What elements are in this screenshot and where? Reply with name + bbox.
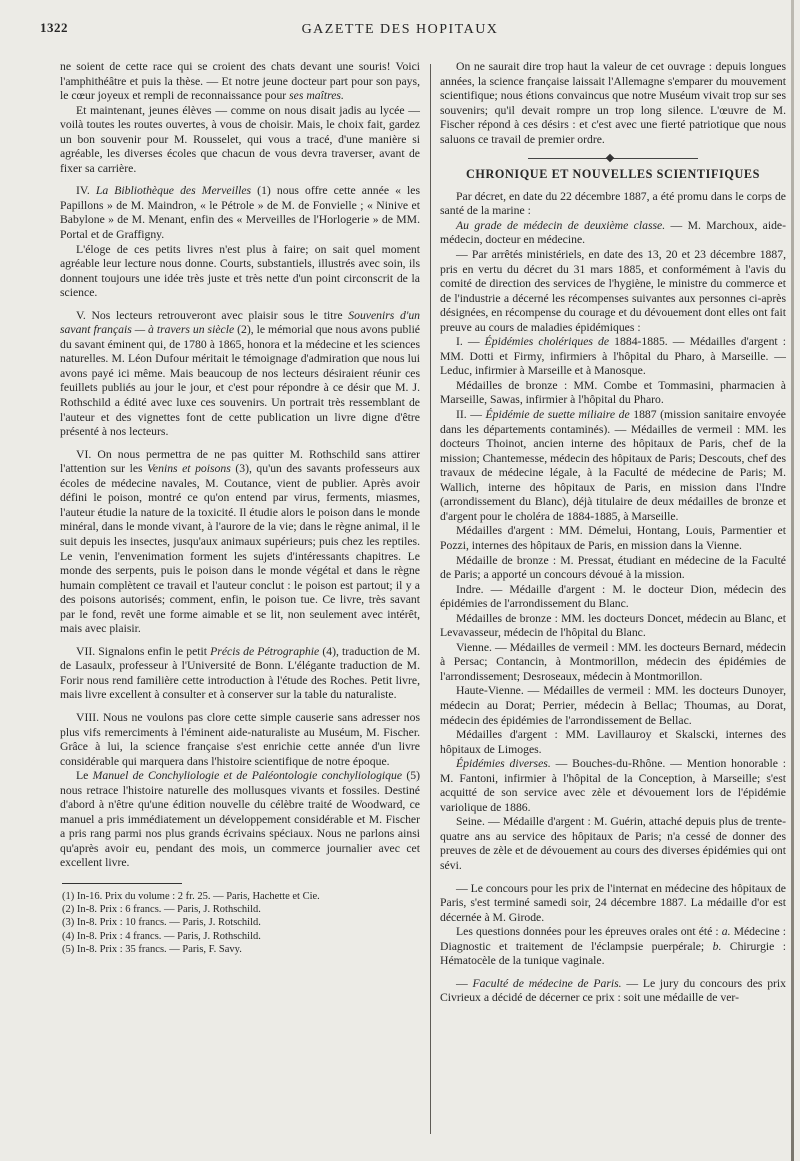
paragraph-indre: Indre. — Médaille d'argent : M. le docteur Dion, médecin des épidémies de l'arrondissement du Blanc. [440,582,786,611]
paragraph-manuel: Le Manuel de Conchyliologie et de Paléontologie conchyliologique (5) nous retrace l'histoire naturelle des mollusques vivants et fossiles. Destiné d'abord à n'être qu'une édition nouvelle du célèbre traité de Woodward, ce manuel a pris immédiatement un développement considérable et M. Fischer a pris rang parmi nos plus grands écrivains spéciaux. Nous ne parlons ainsi qu'après avoir eu, pendant des mois, un commerce journalier avec cet excellent livre. [60,769,420,870]
paragraph-bronze-blanc: Médailles de bronze : MM. les docteurs Doncet, médecin au Blanc, et Levavasseur, médecin de l'hôpital du Blanc. [440,611,786,640]
page-edge [791,0,794,1161]
paragraph-bronze-pressat: Médaille de bronze : M. Pressat, étudiant en médecine de la Faculté de Paris; a apporté un concours dévoué à la mission. [440,553,786,582]
paragraph-eloge: L'éloge de ces petits livres n'est plus à faire; on sait quel moment agréable leur lecture nous donne. Courts, substantiels, illustrés avec soin, ils donnent toujours une idée très juste et très nette d'un point circonscrit de la science. [60,242,420,300]
paragraph-bronze-marseille: Médailles de bronze : MM. Combe et Tommasini, pharmacien à Marseille, Sawas, infirmier à l'hôpital du Pharo. [440,378,786,407]
footnote-divider [62,883,182,884]
paragraph-questions: Les questions données pour les épreuves orales ont été : a. Médecine : Diagnostic et traitement de l'éclampsie puerpérale; b. Chirurgie : Hématocèle de la tunique vaginale. [440,925,787,968]
paragraph-haute-vienne: Haute-Vienne. — Médailles de vermeil : MM. les docteurs Dunoyer, médecin au Dorat; Perrier, médecin à Bellac; Thoumas, au Dorat, médecin des épidémies de l'arrondissement de Bellac. [440,684,786,727]
journal-title: GAZETTE DES HOPITAUX [301,22,499,37]
ornament-divider [528,155,698,163]
ornament-diamond-icon [606,154,614,162]
paragraph-intro: ne soient de cette race qui se croient des chats devant une souris! Voici l'amphithéâtre et puis la thèse. — Et notre jeune docteur part pour son pays, le cœur joyeux et rempli de reconnaissance pour ses maîtres. [60,60,420,103]
paragraph-vienne: Vienne. — Médailles de vermeil : MM. les docteurs Bernard, médecin à Persac; Contancin, à Montmorillon, médecin des épidémies de l'arrondissement; Desroseaux, médecin à Montmorillon. [440,640,786,683]
paragraph-grade: Au grade de médecin de deuxième classe. — M. Marchoux, aide-médecin, docteur en médecine. [440,218,787,247]
paragraph-vi: VI. On nous permettra de ne pas quitter M. Rothschild sans attirer l'attention sur les Venins et poisons (3), qu'un des savants professeurs aux écoles de médecine navales, M. Coutance, vient de publier. Après avoir défini le poison, montré ce qu'on entend par virus, ferments, miasmes, l'auteur étudie la nature de la toxicité. Il étudie alors le poison dans le monde minéral, dans le monde vivant, à l'aurore de la vie; dans le règne animal, il le suit depuis les insectes, jusqu'aux animaux supérieurs; puis chez les reptiles. Le venin, l'envenimation forment les sujets d'intéressants chapitres. Le monde des serpents, puis le poison dans le monde végétal et dans le règne humain complètent ce travail et l'auteur conclut : le poison est partout; il y a des poisons autorisés; comment, enfin, le poison tue. Ce livre, très savant par le fond, revêt une forme aimable et se lit, non seulement avec intérêt, mais avec plaisir. [60,447,421,636]
left-column [60,60,420,956]
footnote-4: (4) In-8. Prix : 4 francs. — Paris, J. Rothschild. [62,930,261,942]
paragraph-maintenant: Et maintenant, jeunes élèves — comme on nous disait jadis au lycée — voilà toutes les routes ouvertes, à vous de choisir. Mais, le choix fait, gardez un bon souvenir pour M. Rousselet, qui vous a tracé, d'une manière si agréable, les diverses écoles que chacun de vous devra traverser, avant de fixer sa carrière. [60,103,420,175]
paragraph-cholera: I. — Épidémies cholériques de 1884-1885. — Médailles d'argent : MM. Dotti et Firmy, infirmiers à l'hôpital du Pharo, à Marseille. — Leduc, infirmier à Marseille et à Manosque. [440,335,786,378]
section-heading: CHRONIQUE ET NOUVELLES SCIENTIFIQUES [466,167,760,182]
footnote-1: (1) In-16. Prix du volume : 2 fr. 25. — Paris, Hachette et Cie. [62,890,320,902]
column-divider [430,64,431,1134]
page-number: 1322 [40,20,68,35]
footnote-2: (2) In-8. Prix : 6 francs. — Paris, J. Rothschild. [62,904,261,916]
footnote-3: (3) In-8. Prix : 10 francs. — Paris, J. Rotschild. [62,917,261,929]
paragraph-faculte: — Faculté de médecine de Paris. — Le jury du concours des prix Civrieux a décidé de décerner ce prix : soit une médaille de ver- [440,976,787,1005]
paragraph-v: V. Nos lecteurs retrouveront avec plaisir sous le titre Souvenirs d'un savant français — à travers un siècle (2), le mémorial que nous avons publié du savant éminent qui, de 1780 à 1865, honora et la médecine et les sciences naturelles. M. Léon Dufour méritait le témoignage d'admiration que nous lui avons payé ici même. Mais beaucoup de nos lecteurs désiraient réunir ces feuillets publiés au jour le jour, et c'est pour répondre à ce désir que M. J. Rothschild a édité avec luxe ces souvenirs. Un portrait très ressemblant de l'auteur et des vignettes font de cette publication un livre digne d'être présenté à nos lecteurs. [60,308,421,439]
paragraph-vii: VII. Signalons enfin le petit Précis de Pétrographie (4), traduction de M. de Lasaulx, professeur à l'Université de Bonn. L'élégante traduction de M. Forir nous rend familière cette introduction à l'étude des Roches. Petit livre, mais livre excellent à consulter et à conserver sur la table du naturaliste. [60,644,421,702]
paragraph-iv: IV. La Bibliothèque des Merveilles (1) nous offre cette année « les Papillons » de M. Maindron, « le Pétrole » de M. de Fonvielle ; « Ninive et Babylone » de M. Menant, enfin des « Merveilles de l'Horlogerie » de MM. Portal et de Graffigny. [60,184,421,242]
paragraph-diverses: Épidémies diverses. — Bouches-du-Rhône. — Mention honorable : M. Fantoni, infirmier à l'hôpital de la Conception, à Marseille; s'est acquitté de son service avec zèle et dévouement lors de l'épidémie variolique de 1886. [440,757,787,814]
right-column [440,60,786,1006]
paragraph-decret: Par décret, en date du 22 décembre 1887, a été promu dans le corps de santé de la marine : [440,189,786,218]
paragraph-argent-vienne: Médailles d'argent : MM. Démelui, Hontang, Louis, Parmentier et Pozzi, internes des hôpitaux de Paris, en mission dans la Vienne. [440,524,786,552]
paragraph-suette: II. — Épidémie de suette miliaire de 1887 (mission sanitaire envoyée dans les départements contaminés). — Médailles de vermeil : MM. les docteurs Thoinot, ancien interne des hôpitaux de Paris, chef de la mission; Chantemesse, médecin des hôpitaux de Paris; Descouts, chef des travaux de médecine légale, à la Faculté de médecine de Paris; M. Wallich, interne des hôpitaux de Paris, en mission dans l'Indre (arrondissement du Blanc), déjà titulaire de deux médailles de bronze et d'argent pour le choléra de 1884-1885, à Marseille. [440,408,786,523]
paragraph-arretes: — Par arrêtés ministériels, en date des 13, 20 et 23 décembre 1887, pris en vertu du décret du 31 mars 1885, et conformément à l'avis du comité de direction des services de l'hygiène, le ministre du commerce et de l'industrie a décerné les récompenses suivantes aux personnes ci-après désignées, en récompense du courage et du dévouement dont elles ont fait preuve au cours de maladies épidémiques : [440,248,786,334]
paragraph-internat: — Le concours pour les prix de l'internat en médecine des hôpitaux de Paris, s'est terminé samedi soir, 24 décembre 1887. La médaille d'or est décernée à M. Girode. [440,881,786,924]
paragraph-seine: Seine. — Médaille d'argent : M. Guérin, attaché depuis plus de trente-quatre ans au service des hôpitaux de Paris; n'a cessé de donner des preuves de zèle et de dévouement au cours des diverses épidémies qui ont sévi. [440,815,786,872]
footnote-5: (5) In-8. Prix : 35 francs. — Paris, F. Savy. [62,943,242,955]
paragraph-limoges: Médailles d'argent : MM. Lavillauroy et Skalscki, internes des hôpitaux de Limoges. [440,728,786,756]
paragraph-viii: VIII. Nous ne voulons pas clore cette simple causerie sans adresser nos plus vifs remerciments à l'éminent aide-naturaliste au Muséum, M. Fischer. Grâce à lui, la science française s'est enrichie cette année d'un livre considérable qui marquera dans l'histoire scientifique de notre époque. [60,710,420,768]
paragraph-ouvrage: On ne saurait dire trop haut la valeur de cet ouvrage : depuis longues années, la science française laissait l'Allemagne s'emparer du mouvement scientifique; nous étions convaincus que notre Muséum vivait trop sur ses souvenirs; qu'il devait rompre un trop long silence. L'œuvre de M. Fischer répond à ces désirs : et c'est avec une fierté patriotique que nous saluons ce travail de premier ordre. [440,60,786,146]
